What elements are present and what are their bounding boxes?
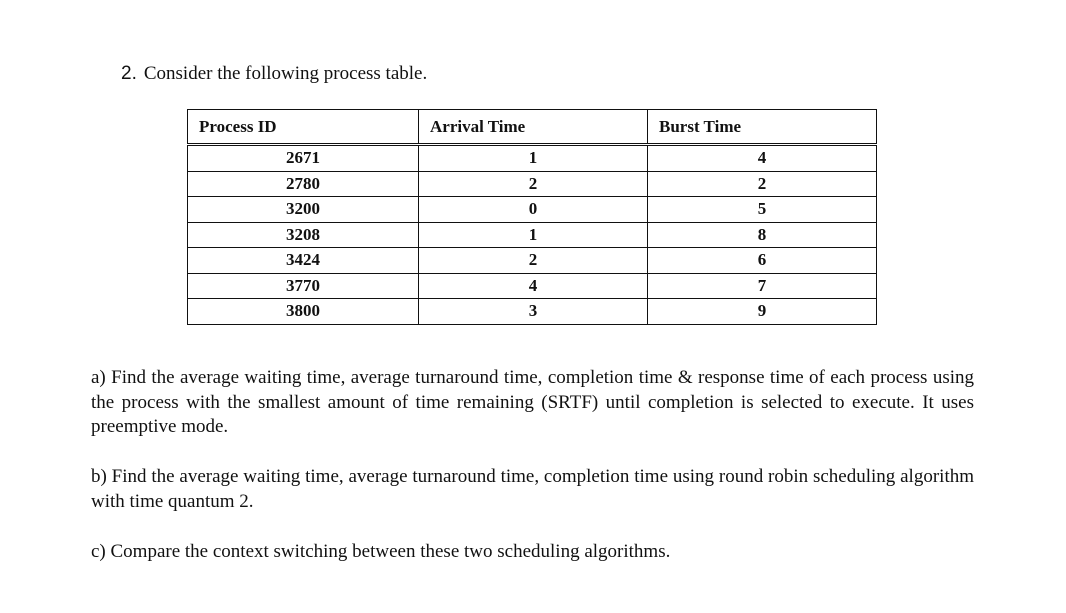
cell-burst-time: 8 xyxy=(648,222,877,248)
table-row xyxy=(188,197,877,223)
part-c-text: c) Compare the context switching between these two scheduling algorithms. xyxy=(91,541,671,562)
cell-burst-time: 5 xyxy=(648,197,877,223)
table-row xyxy=(188,222,877,248)
table-row xyxy=(188,171,877,197)
question-number: 2. xyxy=(121,63,137,84)
question-heading xyxy=(121,63,427,85)
table-row xyxy=(188,273,877,299)
cell-arrival-time: 4 xyxy=(419,273,648,299)
cell-arrival-time: 0 xyxy=(419,197,648,223)
cell-process-id: 3770 xyxy=(188,273,419,299)
table-row xyxy=(188,299,877,325)
header-arrival-time: Arrival Time xyxy=(419,110,648,145)
cell-burst-time: 2 xyxy=(648,171,877,197)
cell-process-id: 3424 xyxy=(188,248,419,274)
cell-process-id: 3800 xyxy=(188,299,419,325)
part-b-text: b) Find the average waiting time, average turnaround time, completion time using round robin scheduling algorithm with time quantum 2. xyxy=(91,466,974,512)
cell-burst-time: 4 xyxy=(648,145,877,172)
cell-burst-time: 6 xyxy=(648,248,877,274)
table-header-row xyxy=(188,110,877,145)
part-a-text: a) Find the average waiting time, average turnaround time, completion time & response time of each process using the process with the smallest amount of time remaining (SRTF) until completion is selected to execute. It uses preemptive mode. xyxy=(91,367,974,437)
question-text: Consider the following process table. xyxy=(143,63,428,84)
table-row xyxy=(188,248,877,274)
process-table xyxy=(187,109,877,325)
cell-arrival-time: 2 xyxy=(419,248,648,274)
cell-process-id: 2671 xyxy=(188,145,419,172)
cell-process-id: 2780 xyxy=(188,171,419,197)
header-burst-time: Burst Time xyxy=(648,110,877,145)
cell-arrival-time: 3 xyxy=(419,299,648,325)
cell-burst-time: 9 xyxy=(648,299,877,325)
cell-arrival-time: 1 xyxy=(419,222,648,248)
table-row xyxy=(188,145,877,172)
cell-arrival-time: 2 xyxy=(419,171,648,197)
cell-process-id: 3208 xyxy=(188,222,419,248)
cell-process-id: 3200 xyxy=(188,197,419,223)
header-process-id: Process ID xyxy=(188,110,419,145)
cell-burst-time: 7 xyxy=(648,273,877,299)
cell-arrival-time: 1 xyxy=(419,145,648,172)
